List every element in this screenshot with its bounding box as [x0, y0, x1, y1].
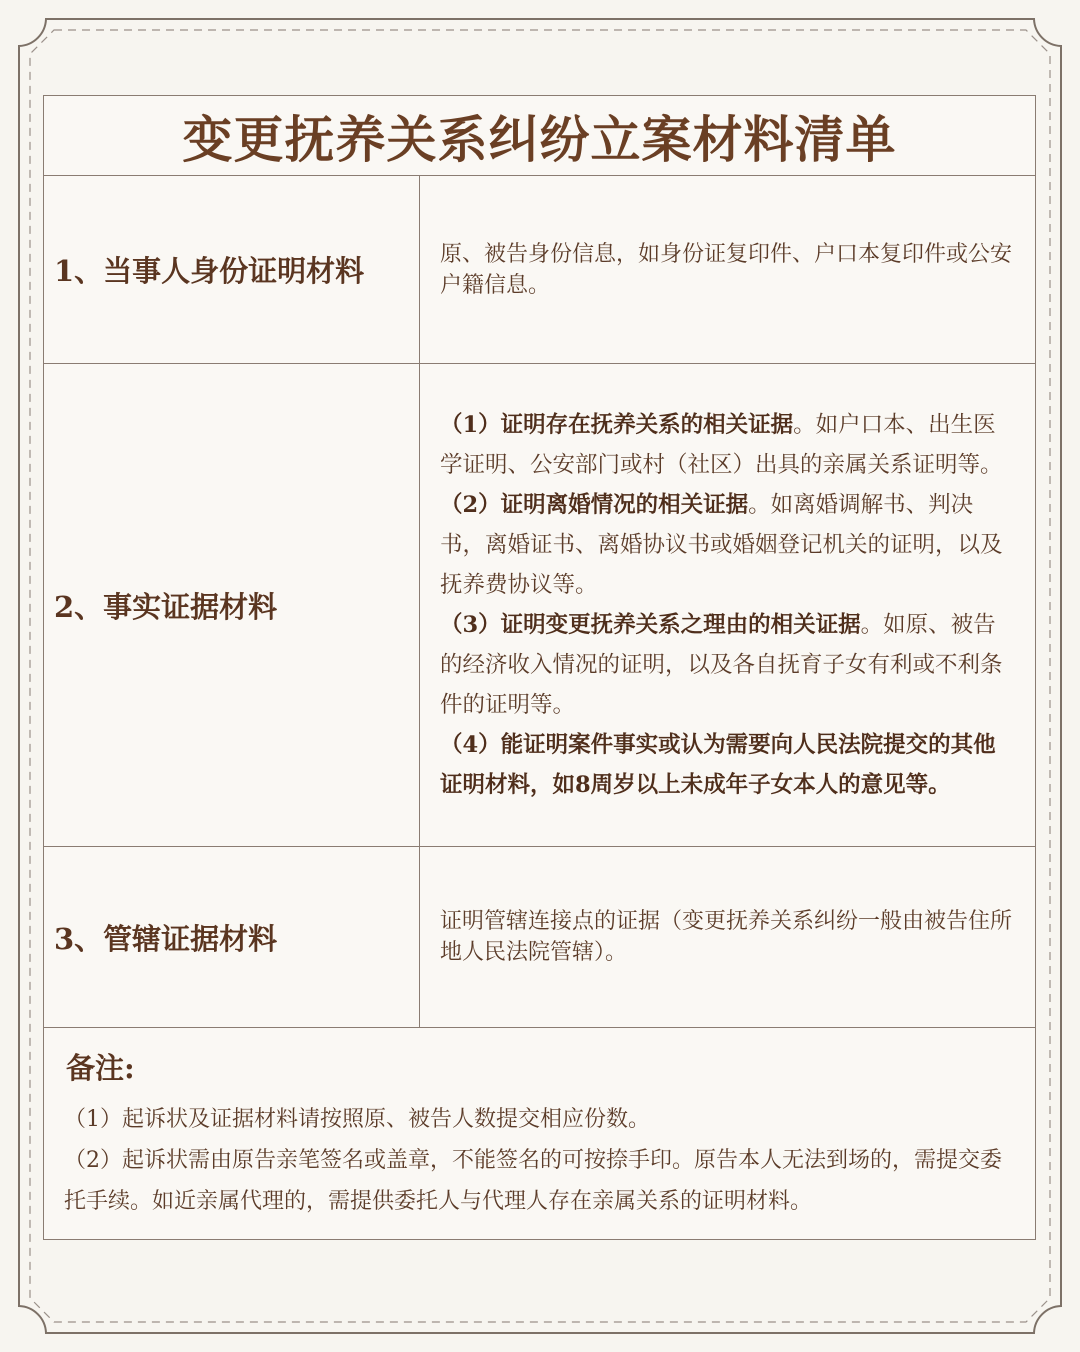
row-label: 3、管辖证据材料: [44, 847, 420, 1027]
row-content: 原、被告身份信息，如身份证复印件、户口本复印件或公安户籍信息。: [440, 241, 1013, 298]
item-text: 。如户口本、出生医学证明、公安部门或村（社区）出具的亲属关系证明等。: [440, 412, 1003, 478]
item-heading: （4）能证明案件事实或认为需要向人民法院提交的其他证明材料，如8周岁以上未成年子女本人的意见等。: [440, 732, 996, 798]
note-item: （1）起诉状及证据材料请按照原、被告人数提交相应份数。: [64, 1107, 650, 1132]
evidence-item: [440, 405, 1017, 485]
note-item: （2）起诉状需由原告亲笔签名或盖章，不能签名的可按捺手印。原告本人无法到场的，需提交委托手续。如近亲属代理的，需提供委托人与代理人存在亲属关系的证明材料。: [64, 1148, 1003, 1214]
item-heading: （1）证明存在抚养关系的相关证据: [440, 412, 794, 438]
item-heading: （2）证明离婚情况的相关证据: [440, 492, 749, 518]
item-text: 。如离婚调解书、判决书，离婚证书、离婚协议书或婚姻登记机关的证明，以及抚养费协议等。: [440, 492, 1003, 598]
row-content: 证明管辖连接点的证据（变更抚养关系纠纷一般由被告住所地人民法院管辖）。: [440, 909, 1013, 965]
item-text: 。如原、被告的经济收入情况的证明，以及各自抚育子女有利或不利条件的证明等。: [440, 612, 1003, 718]
evidence-item: [440, 485, 1017, 605]
table-row: [44, 176, 1035, 364]
notes-heading: 备注:: [66, 1051, 135, 1085]
materials-table: [43, 95, 1036, 1240]
page-title: 变更抚养关系纠纷立案材料清单: [44, 96, 1035, 176]
evidence-item: [440, 725, 1017, 805]
row-content: [420, 364, 1035, 846]
row-label: 2、事实证据材料: [44, 364, 420, 846]
notes-section: [44, 1028, 1035, 1222]
row-label: 1、当事人身份证明材料: [44, 176, 420, 363]
table-row: [44, 364, 1035, 847]
table-row: [44, 847, 1035, 1028]
item-heading: （3）证明变更抚养关系之理由的相关证据: [440, 612, 861, 638]
evidence-item: [440, 605, 1017, 725]
